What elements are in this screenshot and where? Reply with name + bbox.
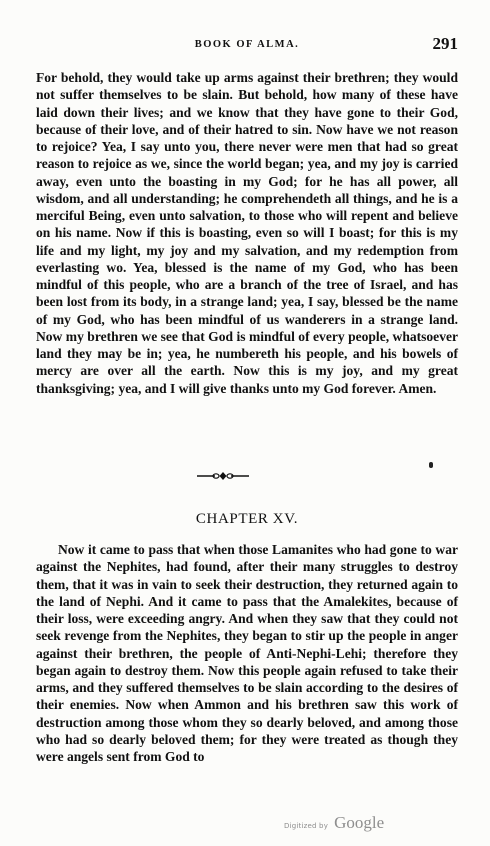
ink-spot [429, 462, 433, 468]
watermark-brand: Google [334, 813, 385, 832]
paragraph-chapter-xv-opening: Now it came to pass that when those Lamanites who had gone to war against the Nephites, had found, after their many struggles to destroy them, that it was in vain to seek their destruction, they returned again to the land of Nephi. And it came to pass that the Amalekites, because of their loss, were exceeding angry. And when they saw that they could not seek revenge from the Nephites, they began to stir up the people in anger against their brethren, the people of Anti-Nephi-Lehi; therefore they began again to destroy them. Now this people again refused to take their arms, and they suffered themselves to be slain according to the desires of their enemies. Now when Ammon and his brethren saw this work of destruction among those whom they so dearly beloved, and among those who had so dearly beloved them; for they were treated as though they were angels sent from God to [36, 542, 458, 764]
paragraph-alma-rejoicing: For behold, they would take up arms against their brethren; they would not suffer themselves to be slain. But behold, how many of these have laid down their lives; and we know that they have gone to their God, because of their love, and of their hatred to sin. Now have we not reason to rejoice? Yea, I say unto you, there never were men that had so great reason to rejoice as we, since the world began; yea, and my joy is carried away, even unto the boasting in my God; for he has all power, all wisdom, and all understanding; he comprehendeth all things, and he is a merciful Being, even unto salvation, to those who will repent and believe on his name. Now if this is boasting, even so will I boast; for this is my life and my light, my joy and my salvation, and my redemption from everlasting wo. Yea, blessed is the name of my God, who has been mindful of this people, who are a branch of the tree of Israel, and has been lost from its body, in a strange land; yea, I say, blessed be the name of my God, who has been mindful of us wanderers in a strange land. Now my brethren we see that God is mindful of every people, whatsoever land they may be in; yea, he numbereth his people, and his bowels of mercy are over all the earth. Now this is my joy, and my great thanksgiving; yea, and I will give thanks unto my God forever. Amen. [36, 70, 458, 396]
running-head [36, 34, 458, 54]
section-divider-ornament [195, 470, 251, 482]
watermark-prefix: Digitized by [284, 822, 329, 830]
chapter-heading: CHAPTER XV. [195, 511, 299, 527]
digitized-by-google-watermark [284, 813, 384, 833]
page-number: 291 [432, 34, 458, 53]
running-title: BOOK OF ALMA. [194, 39, 300, 50]
